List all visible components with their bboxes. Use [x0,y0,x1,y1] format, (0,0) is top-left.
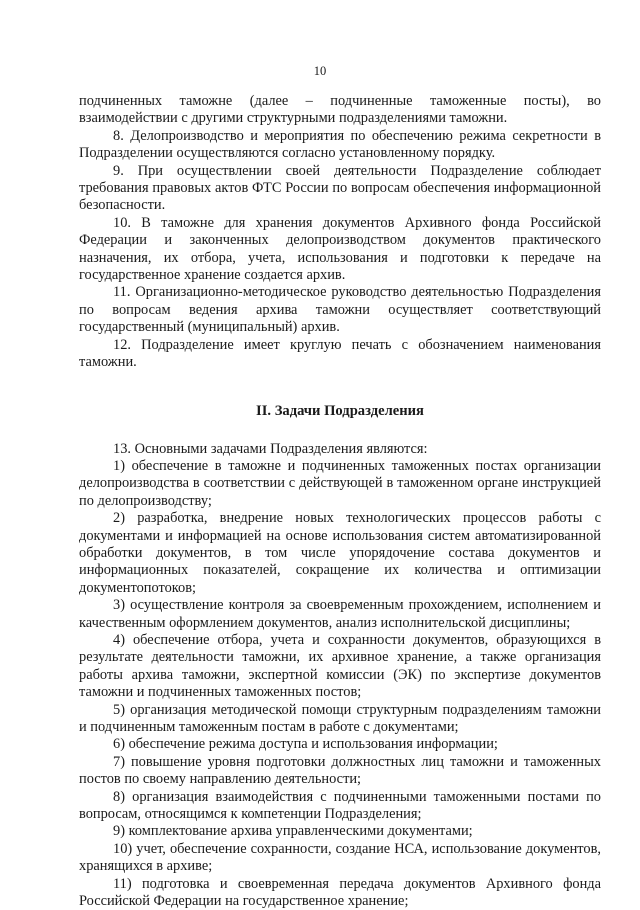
page-number: 10 [313,64,327,78]
section-heading: II. Задачи Подразделения [256,402,424,419]
task-item-7: 7) повышение уровня подготовки должностных лиц таможни и таможенных постов по своему направлению деятельности; [79,753,601,788]
paragraph-continuation: подчиненных таможне (далее – подчиненные таможенные посты), во взаимодействии с другими структурными подразделениями таможни. [79,93,601,127]
paragraph-8: 8. Делопроизводство и мероприятия по обеспечению режима секретности в Подразделении осуществляются согласно установленному порядку. [79,127,601,162]
document-body [79,93,601,910]
task-item-9: 9) комплектование архива управленческими документами; [113,823,473,840]
task-item-3: 3) осуществление контроля за своевременным прохождением, исполнением и качественным оформлением документов, анализ исполнительской дисциплины; [79,597,601,631]
paragraph-13: 13. Основными задачами Подразделения являются: [113,440,428,457]
task-item-10: 10) учет, обеспечение сохранности, создание НСА, использование документов, хранящихся в архиве; [79,840,601,875]
task-item-11: 11) подготовка и своевременная передача документов Архивного фонда Российской Федерации на государственное хранение; [79,875,601,910]
task-item-5: 5) организация методической помощи структурным подразделениям таможни и подчиненным таможенным постам в работе с документами; [79,701,601,735]
task-item-2: 2) разработка, внедрение новых технологических процессов работы с документами и информацией на основе использования систем автоматизированной обработки документов, в том числе упорядочение состава документов и информационных показателей, сокращение их количества и оптимизации документопотоков; [79,510,601,596]
task-item-6: 6) обеспечение режима доступа и использования информации; [113,736,498,753]
task-item-8: 8) организация взаимодействия с подчиненными таможенными постами по вопросам, относящимся к компетенции Подразделения; [79,788,601,823]
paragraph-11: 11. Организационно-методическое руководство деятельностью Подразделения по вопросам ведения архива таможни осуществляет соответствующий государственный (муниципальный) архив. [79,284,601,336]
paragraph-12: 12. Подразделение имеет круглую печать с обозначением наименования таможни. [79,336,601,371]
paragraph-9: 9. При осуществлении своей деятельности Подразделение соблюдает требования правовых актов ФТС России по вопросам обеспечения информационной безопасности. [79,162,601,214]
task-item-1: 1) обеспечение в таможне и подчиненных таможенных постах организации делопроизводства в соответствии с действующей в таможенном органе инструкцией по делопроизводству; [79,457,601,509]
paragraph-10: 10. В таможне для хранения документов Архивного фонда Российской Федерации и законченных делопроизводством документов практического назначения, их отбора, учета, использования и подготовки к передаче на государственное хранение создается архив. [79,214,601,284]
task-item-4: 4) обеспечение отбора, учета и сохранности документов, образующихся в результате деятельности таможни, их архивное хранение, а также организация работы архива таможни, экспертной комиссии (ЭК) по экспертизе документов таможни и подчиненных таможенных постов; [79,631,601,701]
